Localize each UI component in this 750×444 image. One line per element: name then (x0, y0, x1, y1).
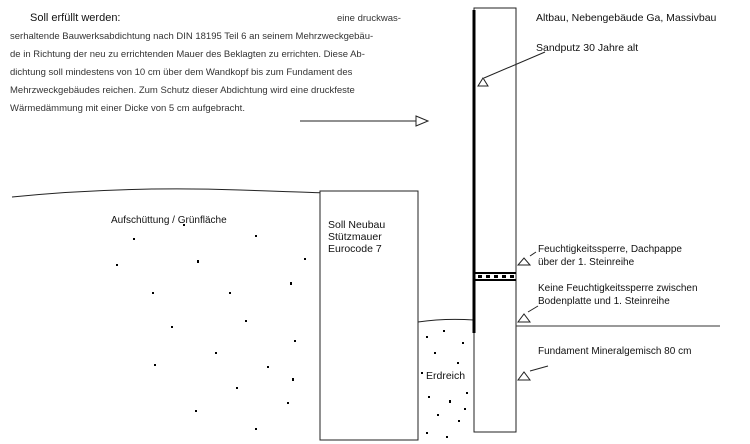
soil-surface-line (418, 319, 474, 322)
requirement-line-4: dichtung soll mindestens von 10 cm über dem Wandkopf bis zum Fundament des (10, 67, 353, 78)
wall-label-line-1: Soll Neubau (328, 219, 386, 231)
requirement-line-5: Mehrzweckgebäudes reichen. Zum Schutz dieser Abdichtung wird eine druckfeste (10, 85, 355, 96)
requirement-heading: Soll erfüllt werden: (30, 12, 121, 24)
requirement-line-3: de in Richtung der neu zu errichtenden Mauer des Beklagten zu errichten. Diese Ab- (10, 49, 365, 60)
fill-label: Aufschüttung / Grünfläche (111, 215, 227, 226)
foundation-arrow (518, 366, 548, 380)
foundation-label: Fundament Mineralgemisch 80 cm (538, 346, 692, 357)
no-barrier-label-line-1: Keine Feuchtigkeitssperre zwischen (538, 283, 698, 294)
requirement-line-6: Wärmedämmung mit einer Dicke von 5 cm aufgebracht. (10, 103, 245, 114)
altbau-label: Altbau, Nebengebäude Ga, Massivbau (536, 12, 717, 24)
wall-label-line-2: Stützmauer (328, 231, 382, 243)
building-wall (474, 8, 516, 432)
barrier-label-line-1: Feuchtigkeitssperre, Dachpappe (538, 244, 682, 255)
requirement-line-2: serhaltende Bauwerksabdichtung nach DIN 18195 Teil 6 an seinem Mehrzweckgebäu- (10, 31, 374, 42)
ground-surface-line (12, 189, 330, 197)
requirement-arrow (300, 116, 428, 126)
barrier-label-line-2: über der 1. Steinreihe (538, 257, 635, 268)
no-barrier-arrow (518, 306, 538, 322)
wall-label-line-3: Eurocode 7 (328, 243, 382, 255)
sandputz-label: Sandputz 30 Jahre alt (536, 42, 639, 54)
soil-label: Erdreich (426, 370, 466, 382)
barrier-arrow (518, 252, 536, 265)
requirement-line-1: eine druckwas- (337, 13, 401, 24)
no-barrier-label-line-2: Bodenplatte und 1. Steinreihe (538, 296, 670, 307)
